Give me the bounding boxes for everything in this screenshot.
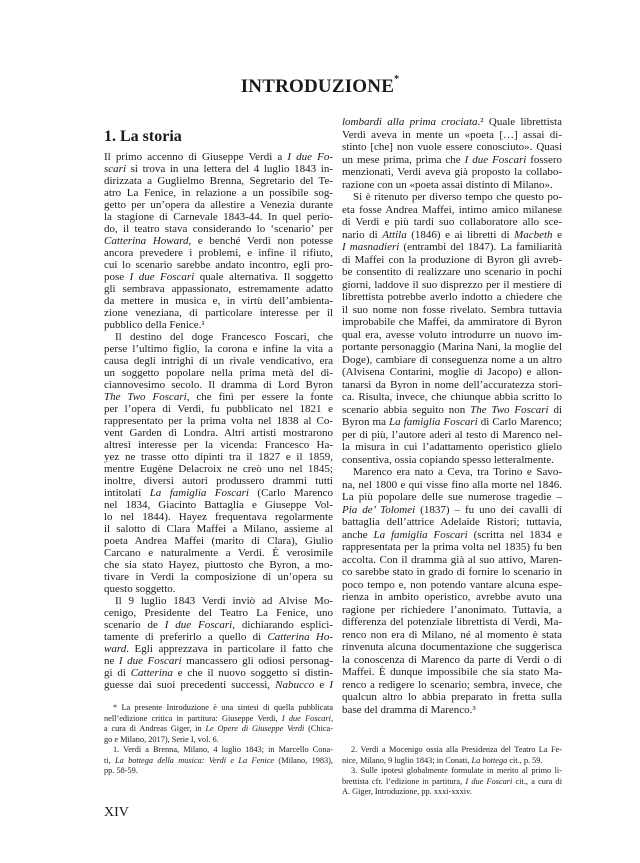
text-line [342,441,562,454]
text-line [104,667,333,679]
text-line [104,319,333,331]
text-line [104,535,333,547]
text-line [342,191,562,204]
text-segment: librettista potrebbe averlo indotto a chiedere che [342,291,562,303]
text-line [342,566,562,579]
italic-text: I due Foscari [281,713,331,723]
text-line [104,487,333,499]
text-line [104,679,333,691]
text-segment: il suo nome non fosse rivelato. Sembra tuttavia [342,303,562,316]
text-line [104,343,333,355]
text-segment: (1846) e ai libretti di [406,228,515,241]
text-segment: scenario de [104,619,165,631]
text-segment: cui lo scenario sarebbe andato incontro, egli pro- [104,259,333,271]
text-segment: inoltre, diversi autori produssero drammi tutti [104,475,333,487]
text-line [342,591,562,604]
italic-text: I [329,679,333,691]
text-line [104,547,333,559]
text-segment: rienza in ambito operistico, avrebbe avuto una [342,591,562,603]
text-line [104,607,333,619]
italic-text: I due Foscari [118,655,182,667]
text-segment: pose [104,271,130,283]
text-segment: Doge), cambiare di conseguenza nome a un altro [342,353,562,366]
text-line [104,331,333,343]
text-line [104,223,333,235]
text-segment: dirizzata a Guglielmo Brenna, Segretario del Te- [104,175,333,187]
text-line [342,316,562,329]
left-column-body [104,151,333,691]
section-heading: 1. La storia [104,128,182,145]
text-line [104,559,333,571]
text-line [342,379,562,392]
text-segment: . Egli apprezzava in particolare il fatto che [126,643,333,655]
text-line [342,756,562,767]
italic-text: Catterina [130,667,173,679]
text-line [342,529,562,542]
text-line [342,166,562,179]
text-line [104,643,333,655]
text-line [104,451,333,463]
text-segment: mentre Eugène Delacroix ne creò uno nel 1845; [104,463,333,475]
text-segment: (Carlo Marenco [249,487,333,499]
italic-text: La famiglia Foscari [389,416,478,428]
text-segment: brettista cfr. l’edizione in partitura, [342,776,466,786]
text-segment: lo nel 1844). Hayez frequentava regolarmente [104,511,333,523]
text-line [342,454,562,467]
text-line [342,354,562,367]
text-segment: ne [104,655,119,667]
text-line [342,466,562,479]
text-segment: , [330,713,334,723]
text-segment: fossero [526,153,563,166]
text-segment: poco tempo e, non potendo vantare alcuna espe- [342,578,562,591]
text-segment: di Carlo Marenco; [477,416,562,428]
text-segment: go e Milano, 2017), Serie I, vol. 6. [104,734,219,744]
italic-text: ward [104,643,127,655]
text-line [104,756,333,767]
text-line [342,116,562,129]
text-line [104,463,333,475]
text-segment: a cura di Andreas Giger, in [104,724,206,733]
text-segment: Il destino del doge Francesco Foscari, che [115,331,333,343]
text-segment: mancassero gli odiosi personag- [181,655,333,667]
text-segment: giorni, laddove il suo disprezzo per il mestiere di [342,278,562,291]
text-segment: da mettere in musica e, in virtù dell’ambienta- [104,295,333,307]
text-line [104,211,333,223]
text-line [342,491,562,504]
text-line [342,154,562,167]
text-line [342,141,562,154]
text-line [104,163,333,175]
text-segment: anche [342,528,374,541]
text-segment: nell’edizione critica in partitura: Giuseppe Verdi, [104,713,282,723]
text-segment: nice, Milano, 9 luglio 1843; in Conati, [342,755,472,765]
text-line [342,254,562,267]
text-line [104,655,333,667]
text-line [342,654,562,667]
text-segment: battaglia dell’attrice Adelaide Ristori; tuttavia, [342,516,562,528]
text-segment: razione con un «poeta assai distinto di Milano». [342,178,553,191]
text-line [104,766,333,777]
text-segment: questo soggetto. [104,583,176,595]
text-segment: qualcun altro lo abbia preparato in fretta sulla [342,691,562,703]
right-column-body [342,116,562,716]
text-line [104,151,333,163]
text-segment: la stagione di Carnevale 1843-44. In quel perio- [104,211,333,223]
right-footnotes [342,745,562,798]
text-line [342,666,562,679]
text-segment: 1. Verdi a Brenna, Milano, 4 luglio 1843; in Marcello Cona- [113,745,333,754]
text-line [342,777,562,788]
italic-text: scari [104,163,126,175]
text-line [342,366,562,379]
text-segment: di [548,403,562,416]
text-line [104,475,333,487]
text-segment: cit., p. 59. [507,755,543,765]
italic-text: Nabucco [275,679,315,691]
text-line [104,295,333,307]
text-segment: improbabile che Maffei, da ammiratore di Byron [342,316,562,328]
text-line [342,766,562,777]
text-segment: causa degli intrighi di un rivale vendicativo, era [104,355,333,367]
page-title [0,76,640,98]
text-line [104,199,333,211]
text-line [342,229,562,242]
text-segment: rinvenuta alcuna documentazione che suggerisca [342,641,562,653]
text-line [342,745,562,756]
text-line [104,247,333,259]
italic-text: The Two Foscari [470,403,549,416]
text-segment: intitolati [104,487,150,499]
text-line [104,631,333,643]
text-line [104,355,333,367]
text-segment: Maffei. È dunque impossibile che sia stato Ma- [342,666,562,678]
text-segment: renco non era di Milano, né al momento è stata [342,628,562,641]
text-line [104,499,333,511]
text-line [342,216,562,229]
text-line [104,427,333,439]
text-line [104,439,333,451]
text-segment: per l’opera di Verdi, fu pubblicato nel 1821 e [104,403,333,415]
text-line [104,235,333,247]
italic-text: The Two Foscari [104,391,187,403]
text-line [342,391,562,404]
text-segment: Il 9 luglio 1843 Verdi inviò ad Alvise Mo- [115,595,333,607]
text-line [342,341,562,354]
text-line [104,619,333,631]
text-line [342,279,562,292]
text-segment: (1837) – fu uno dei cavalli di [415,503,562,516]
text-segment: e che il nuovo soggetto si distin- [172,667,333,679]
text-segment: getto per un’opera da allestire a Venezia durante [104,199,333,211]
text-segment: stinto [che] non vuole essere conosciuto». Quasi [342,141,562,153]
text-line [342,129,562,142]
text-line [342,504,562,517]
text-line [342,304,562,317]
text-segment: Carcano e naturalmente a Verdi. È verosimile [104,547,333,559]
text-segment: ancora prevedere i problemi, e infine il rifiuto, [104,247,333,259]
text-segment: tamente di preferirlo a quello di [104,631,268,643]
text-segment: 3. Sulle ipotesi globalmente formulate in merito al primo li- [351,766,562,775]
text-line [104,571,333,583]
text-segment: (scritta nel 1834 e [467,528,562,541]
text-segment: (Chica- [304,724,333,733]
text-segment: (Milano, 1983), [274,755,333,765]
text-segment: gi di [104,667,131,679]
text-line [104,523,333,535]
text-segment: Byron ma [342,416,390,428]
text-segment: co sarebbe stato in grado di fornire lo scenario in [342,566,562,578]
italic-text: La bottega [471,755,508,765]
text-segment: nel 1834, Giacinto Battaglia e Giuseppe Vol- [104,499,333,511]
text-line [342,541,562,554]
left-footnotes [104,703,333,777]
text-segment: 2. Verdi a Mocenigo ossia alla Presidenza del Teatro La Fe- [351,745,562,754]
text-segment: Verdi aveva in mente un «poeta […] assai di- [342,128,562,141]
text-segment: qual era, avesse voluto introdurre un nuovo im- [342,328,562,341]
text-line [104,391,333,403]
text-line [104,379,333,391]
text-line [342,266,562,279]
text-segment: (entrambi del 1847). La familiarità [399,241,562,253]
italic-text: I masnadieri [342,241,400,253]
text-line [104,724,333,735]
text-line [342,329,562,342]
text-line [104,271,333,283]
text-segment: nario di [342,228,383,241]
text-segment: cit., a cura di [512,776,563,786]
text-line [342,704,562,717]
italic-text: I due Fo- [287,151,333,163]
text-line [342,787,562,798]
text-segment: altresì interesse per la vicenda: Francesco Ha- [104,439,333,451]
text-line [342,691,562,704]
text-line [104,283,333,295]
text-segment: scenario abbia seguito non [342,403,471,416]
text-segment: , e benché Verdi non potesse [188,235,333,247]
text-line [342,554,562,567]
text-segment: di Verdi e più tardi suo collaboratore allo sce- [342,216,562,228]
text-segment: (Alvisena Contarini, moglie di Jacopo) e allon- [342,366,562,378]
italic-text: La famiglia Foscari [149,487,249,499]
title-footnote-mark: * [394,74,400,85]
text-line [342,479,562,492]
italic-text: La bottega della musica: Verdi e La Fenice [115,755,275,765]
italic-text: I due Foscari [164,619,233,631]
text-segment: il salotto di Clara Maffei a Milano, assieme al [104,523,333,535]
italic-text: Catterina Ho- [267,631,333,643]
text-line [342,291,562,304]
text-segment: portante personaggio (Marina Nani, la moglie del [342,341,562,353]
text-line [104,415,333,427]
text-segment: un mese prima, prima che [342,153,465,166]
text-segment: e [552,228,562,241]
text-segment: rappresentato per la prima volta nel 1838 al Co- [104,415,333,427]
italic-text: La famiglia Foscari [373,528,468,541]
text-line [342,179,562,192]
text-line [342,204,562,217]
text-line [104,745,333,756]
text-segment: la misura in cui l’adattamento operistico glielo [342,441,562,453]
text-segment: ti, [104,755,116,765]
text-segment: be consentito di realizzare uno scenario in pochi [342,266,562,278]
text-segment: accolta. Con il dramma già al suo attivo, Maren- [342,553,562,566]
text-segment: ragione per richiedere l’anonimato. Tuttavia, a [342,603,562,616]
text-segment: quale alternativa. Il soggetto [194,271,334,283]
text-segment: renco a redigere lo scenario; sembra, invece, che [342,678,562,691]
text-line [104,175,333,187]
text-segment: La più popolare delle sue numerose tragedie – [342,491,562,503]
text-segment: , che finì per essere la fonte [186,391,334,403]
text-line [342,429,562,442]
text-segment: Marenco era nato a Ceva, tra Torino e Savo- [353,466,562,478]
text-segment: vent Garden di Londra. Altri artisti mostrarono [104,427,333,439]
text-segment: pp. 58-59. [104,766,138,775]
text-segment: tivare in Verdi la composizione di un’opera su [104,571,333,583]
text-segment: pubblico della Fenice.¹ [104,319,205,331]
text-segment: consentiva, ossia copiando spesso letteralmente. [342,453,554,466]
italic-text: Pia de’ Tolomei [342,503,416,516]
italic-text: Macbeth [514,228,553,241]
italic-text: Catterina Howard [104,235,189,247]
text-segment: atro La Fenice, in relazione a un possibile sog- [104,187,333,199]
text-segment: Si è ritenuto per diverso tempo che questo po- [353,191,562,203]
text-segment: che sia stato Hayez, piuttosto che Byron, a mo- [104,559,333,571]
text-line [104,367,333,379]
text-line [342,416,562,429]
text-line [104,735,333,746]
text-segment: zione veneziana, di particolare interesse per il [104,307,333,319]
text-line [104,187,333,199]
text-line [104,403,333,415]
italic-text: Attila [382,228,407,241]
text-segment: si trova in una lettera del 4 luglio 1843 in- [126,163,333,175]
italic-text: I due Foscari [465,776,513,786]
text-line [342,604,562,617]
text-line [104,703,333,714]
text-line [104,307,333,319]
text-segment: base del dramma di Marenco.³ [342,703,476,716]
text-segment: eta fosse Andrea Maffei, intimo amico milanese [342,203,562,216]
text-segment: guesse dai suoi precedenti successi, [104,679,276,691]
text-segment: e [314,679,330,691]
text-line [342,579,562,592]
text-segment: perse l’ultimo figlio, la corona e infine la vita a [104,343,333,355]
text-segment: A. Giger, Introduzione, pp. xxxi-xxxiv. [342,787,472,796]
italic-text: I due Foscari [464,153,527,166]
text-segment: di Maffei con la produzione di Byron gli avreb- [342,253,562,266]
text-line [104,595,333,607]
text-line [104,714,333,725]
text-segment: tanarsi da Byron in nome dell’accuratezza stori- [342,378,562,391]
text-segment: do, il teatro stava considerando lo ‘scenario’ per [104,223,333,235]
italic-text: lombardi alla prima crociata [342,116,478,128]
text-segment: ca. Risulta, invece, che chiunque abbia scritto lo [342,391,562,403]
text-segment: rappresentata per la prima volta nel 1835) fu ben [342,541,562,553]
text-segment: * La presente Introduzione è una sintesi di quella pubblicata [113,703,333,712]
text-line [342,616,562,629]
text-line [342,679,562,692]
text-segment: poeta Andrea Maffei (marito di Clara), Giulio [104,535,333,547]
text-line [342,641,562,654]
text-segment: per di più, l’autore aderì al testo di Marenco nel- [342,428,562,441]
italic-text: I due Foscari [129,271,195,283]
text-segment: un soggetto popolare nella prima metà del di- [104,367,333,379]
text-line [342,404,562,417]
text-segment: .² Quale librettista [477,116,562,128]
text-segment: cenigo, Presidente del Teatro La Fenice, uno [104,607,333,619]
text-segment: Il primo accenno di Giuseppe Verdi a [104,151,288,163]
text-segment: la conoscenza di Marenco da parte di Verdi o di [342,653,562,666]
text-segment: menzionati, Verdi aveva già proposto la collabo- [342,166,562,178]
text-line [104,583,333,595]
page-number: XIV [104,805,129,820]
text-segment: gli sembrava appassionato, estremamente adatto [104,283,333,295]
text-segment: ciannovesimo secolo. Il dramma di Lord Byron [104,379,333,391]
text-line [342,516,562,529]
text-line [104,511,333,523]
text-segment: yez ne trasse otto dipinti tra il 1827 e il 1859, [104,451,333,463]
text-line [104,259,333,271]
page-title-text: INTRODUZIONE [240,76,395,97]
text-line [342,629,562,642]
text-segment: , dichiarando esplici- [232,619,333,631]
italic-text: Le Opere di Giuseppe Verdi [205,724,305,733]
text-line [342,241,562,254]
text-segment: differenza del potenziale librettista di Verdi, Ma- [342,616,562,628]
text-segment: na, nel 1800 e qui visse fino alla morte nel 1846. [342,478,562,491]
